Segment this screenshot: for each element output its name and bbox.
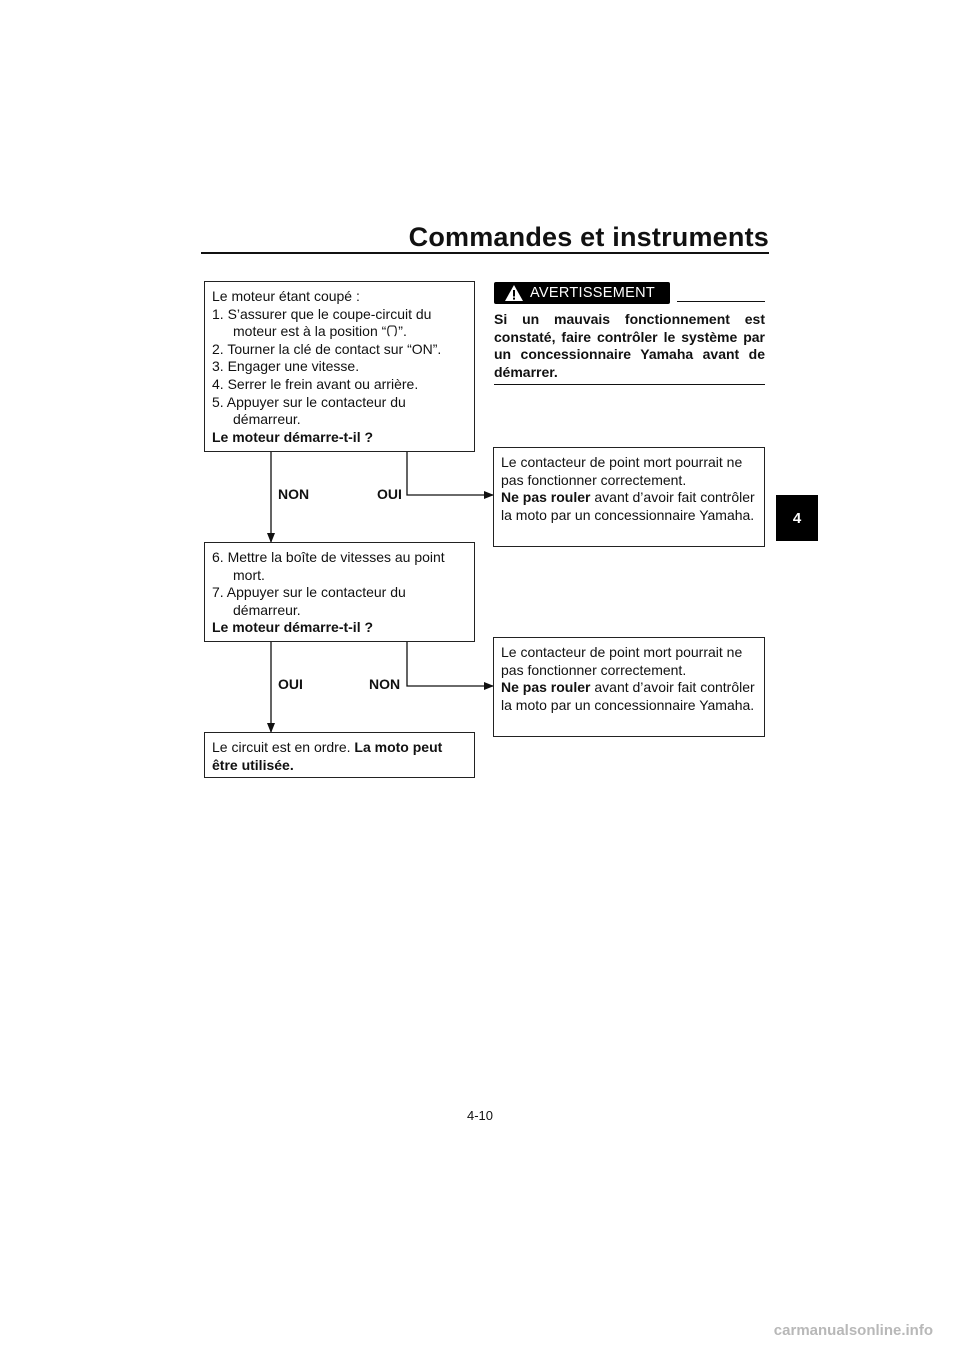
- side2-rest: avant d’avoir fait contrôler la moto par un concessionnaire Yamaha.: [501, 679, 755, 713]
- flow-box-check-1: [204, 281, 475, 452]
- box1-step-1-text: 1. S’assurer que le coupe-circuit du moteur est à la position “: [212, 305, 432, 340]
- warning-rule-bottom: [494, 384, 765, 385]
- box2-question: Le moteur démarre-t-il ?: [212, 619, 374, 636]
- box1-step-5: 5. Appuyer sur le contacteur du démarreur.: [212, 393, 406, 428]
- box2-step-7: 7. Appuyer sur le contacteur du démarreur.: [212, 584, 406, 618]
- box1-step-2: 2. Tourner la clé de contact sur “ON”.: [212, 340, 442, 357]
- warning-rule-top: [677, 301, 765, 302]
- engine-run-symbol-icon: [386, 325, 398, 337]
- flow-box-check-2: [204, 542, 475, 642]
- warning-triangle-icon: [504, 284, 524, 302]
- side1-rest: avant d’avoir fait contrôler la moto par un concessionnaire Yamaha.: [501, 489, 755, 523]
- side1-line1: Le contacteur de point mort pourrait ne pas fonctionner correctement.: [501, 454, 743, 488]
- label-non-2: NON: [369, 676, 401, 692]
- warning-badge: [494, 282, 670, 304]
- flow-box-result-ok: [204, 732, 475, 778]
- connector-oui-1: [407, 451, 493, 495]
- side1-bold: Ne pas rouler: [501, 489, 591, 506]
- box1-step-3: 3. Engager une vitesse.: [212, 358, 360, 375]
- side2-bold: Ne pas rouler: [501, 679, 591, 696]
- box1-question: Le moteur démarre-t-il ?: [212, 428, 374, 445]
- connector-non-2: [407, 641, 493, 686]
- box1-step-1: [212, 306, 467, 341]
- flow-box-neutral-switch-2: [493, 637, 765, 737]
- watermark: carmanualsonline.info: [773, 1322, 933, 1339]
- page-number: 4-10: [466, 1108, 494, 1123]
- warning-text: Si un mauvais fonctionnement est constaté, faire contrôler le système par un concessionnaire Yamaha avant de démarrer.: [494, 311, 765, 380]
- flow-box-neutral-switch-1: [493, 447, 765, 547]
- label-oui-2: OUI: [278, 676, 303, 692]
- box1-step-1-end: ”.: [398, 323, 407, 340]
- box1-intro: Le moteur étant coupé :: [212, 288, 360, 304]
- warning-badge-label: AVERTISSEMENT: [530, 285, 656, 301]
- side2-line1: Le contacteur de point mort pourrait ne pas fonctionner correctement.: [501, 644, 743, 678]
- box3-bold: La moto peut être utilisée.: [212, 739, 443, 773]
- box1-step-4: 4. Serrer le frein avant ou arrière.: [212, 375, 419, 392]
- box3-text: [212, 739, 467, 774]
- box2-step-6: 6. Mettre la boîte de vitesses au point mort.: [212, 549, 445, 583]
- label-oui-1: OUI: [377, 486, 402, 502]
- label-non-1: NON: [278, 486, 310, 502]
- box3-normal: Le circuit est en ordre.: [212, 739, 355, 755]
- chapter-number: 4: [792, 509, 802, 527]
- side1-line2: [501, 489, 757, 524]
- side2-line2: [501, 679, 757, 714]
- page-title: Commandes et instruments: [408, 222, 769, 252]
